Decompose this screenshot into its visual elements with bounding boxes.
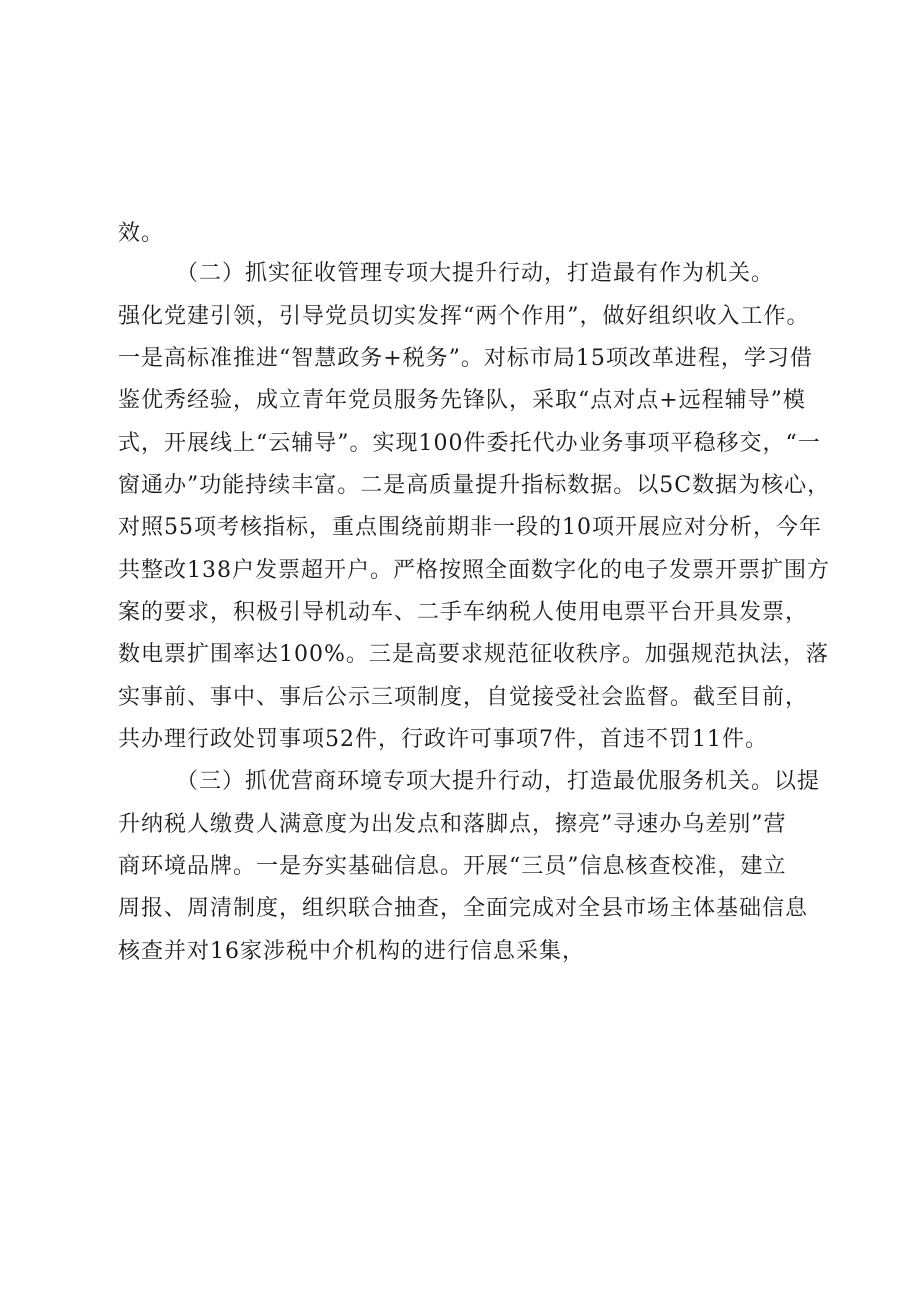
text-line: 对照55项考核指标，重点围绕前期非一段的10项开展应对分析，今年 xyxy=(118,515,822,540)
text-line: 效。 xyxy=(118,221,165,246)
section-heading-2: （二）抓实征收管理专项大提升行动，打造最有作为机关。 xyxy=(176,261,775,286)
text-line: 窗通办”功能持续丰富。二是高质量提升指标数据。以5C数据为核心， xyxy=(118,473,831,498)
text-line: 实事前、事中、事后公示三项制度，自觉接受社会监督。截至目前， xyxy=(118,685,809,710)
section-heading-3: （三）抓优营商环境专项大提升行动，打造最优服务机关。以提 xyxy=(176,769,821,794)
text-line: 核查并对16家涉税中介机构的进行信息采集， xyxy=(118,939,585,964)
text-line: 共办理行政处罚事项52件，行政许可事项7件，首违不罚11件。 xyxy=(118,727,768,752)
text-line: 式，开展线上“云辅导”。实现100件委托代办业务事项平稳移交，“一 xyxy=(118,431,821,456)
text-line: 升纳税人缴费人满意度为出发点和落脚点，擦亮”寻速办乌差别”营 xyxy=(118,812,787,837)
text-line: 案的要求，积极引导机动车、二手车纳税人使用电票平台开具发票， xyxy=(118,600,809,625)
text-line: 共整改138户发票超开户。严格按照全面数字化的电子发票开票扩围方 xyxy=(118,558,830,583)
text-line: 商环境品牌。一是夯实基础信息。开展“三员”信息核查校准，建立 xyxy=(118,854,787,879)
text-line: 周报、周清制度，组织联合抽查，全面完成对全县市场主体基础信息 xyxy=(118,896,809,921)
text-line: 一是高标准推进“智慧政务+税务”。对标市局15项改革进程，学习借 xyxy=(118,346,813,371)
text-line: 鉴优秀经验，成立青年党员服务先锋队，采取“点对点+远程辅导”模 xyxy=(118,388,806,413)
text-line: 数电票扩围率达100%。三是高要求规范征收秩序。加强规范执法，落 xyxy=(118,642,829,667)
text-line: 强化党建引领，引导党员切实发挥“两个作用”，做好组织收入工作。 xyxy=(118,304,810,329)
